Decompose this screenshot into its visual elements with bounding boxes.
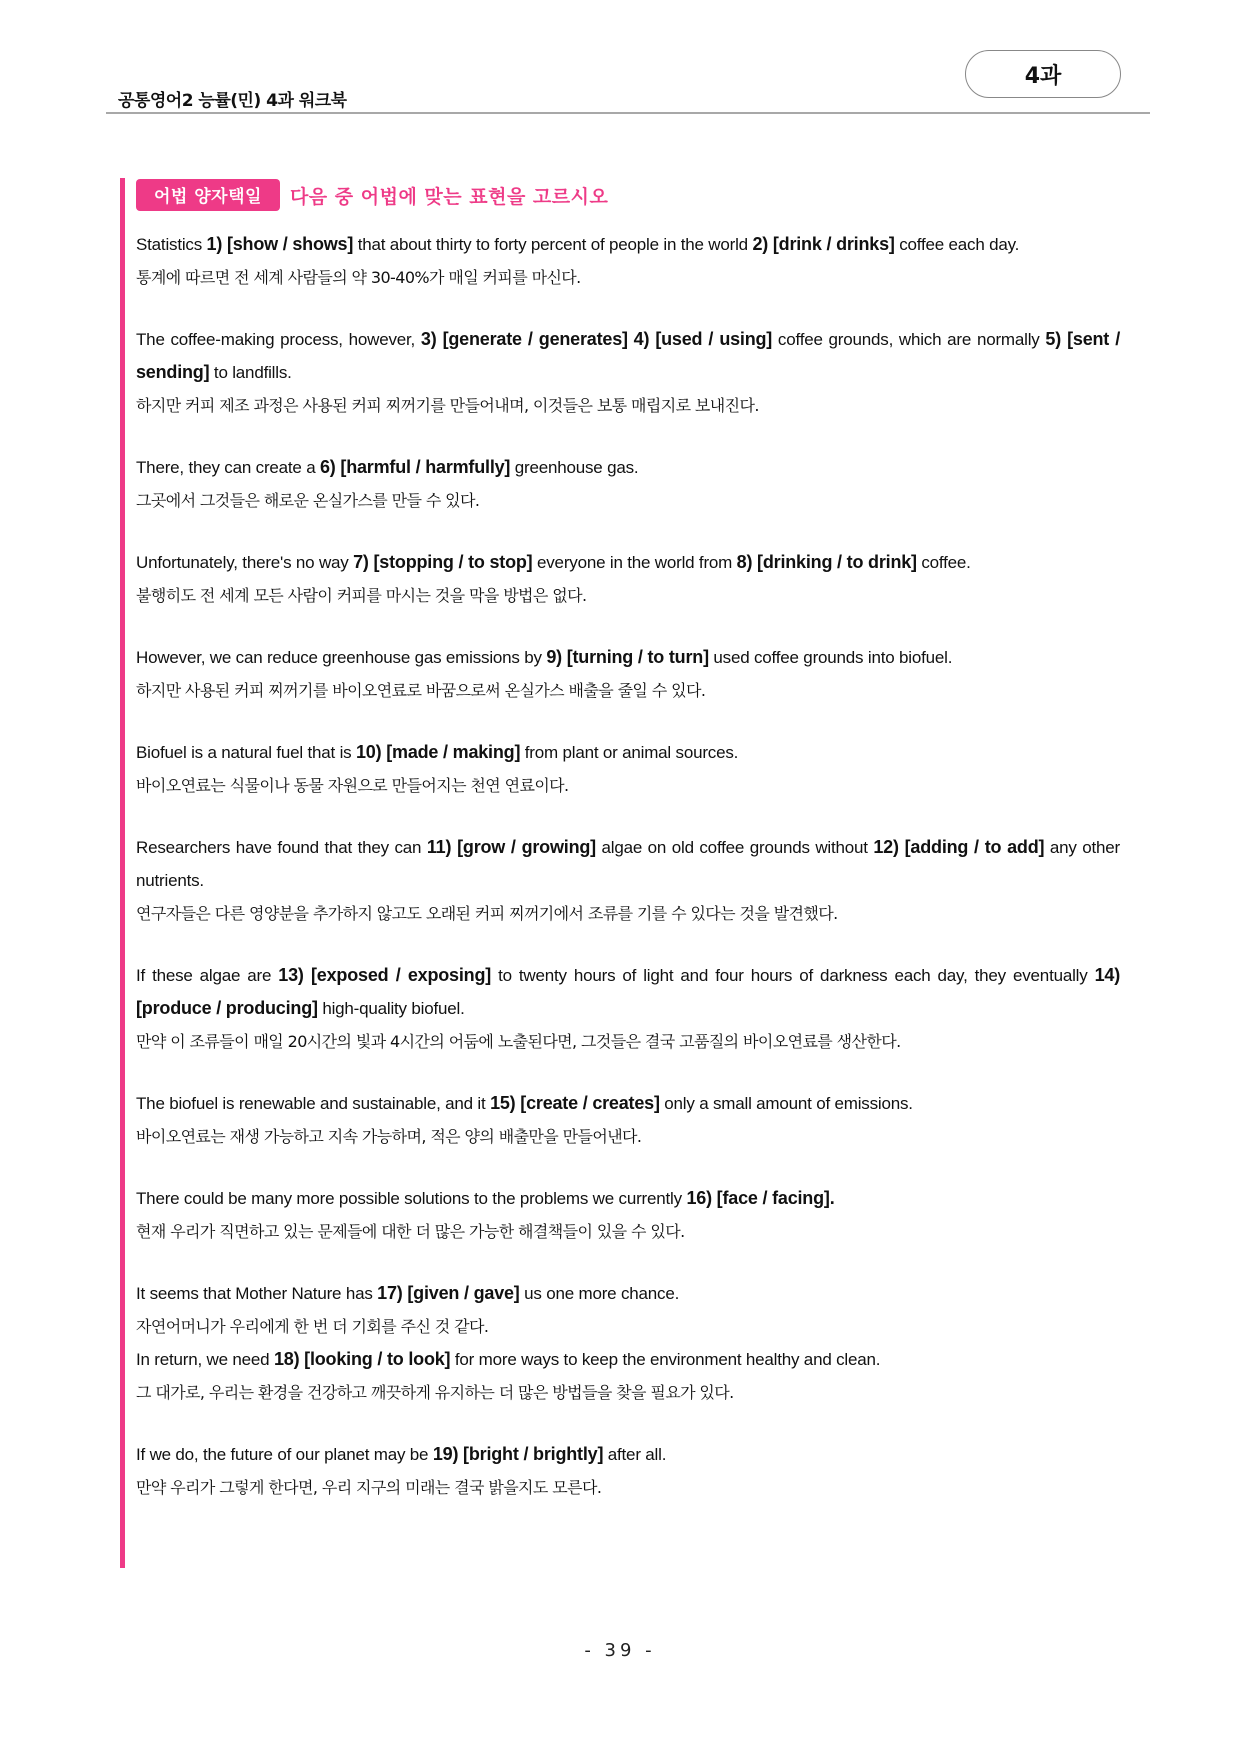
sentence-text: However, we can reduce greenhouse gas emissions by [136, 648, 547, 667]
sentence-text: There, they can create a [136, 458, 320, 477]
sentence-text: In return, we need [136, 1350, 274, 1369]
english-sentence [136, 451, 1120, 484]
chapter-label: 4과 [1024, 63, 1062, 89]
spacer [136, 1153, 1120, 1182]
spacer [136, 612, 1120, 641]
english-sentence [136, 323, 1120, 389]
english-sentence [136, 1343, 1120, 1376]
exercise-section [120, 178, 1120, 1568]
korean-translation: 그곳에서 그것들은 해로운 온실가스를 만들 수 있다. [136, 491, 480, 510]
english-sentence [136, 1087, 1120, 1120]
grammar-choice[interactable]: 19) [bright / brightly] [432, 1444, 604, 1464]
grammar-choice[interactable]: 9) [turning / to turn] [546, 647, 709, 667]
korean-translation: 바이오연료는 식물이나 동물 자원으로 만들어지는 천연 연료이다. [136, 776, 569, 795]
english-sentence [136, 228, 1120, 261]
english-sentence [136, 959, 1120, 1025]
document-title: 공통영어2 능률(민) 4과 워크북 [118, 91, 347, 111]
grammar-choice[interactable]: 4) [used / using] [633, 329, 773, 349]
english-sentence [136, 1182, 1120, 1215]
korean-translation: 만약 이 조류들이 매일 20시간의 빛과 4시간의 어둠에 노출된다면, 그것들은 결국 고품질의 바이오연료를 생산한다. [136, 1032, 901, 1051]
sentence-text: for more ways to keep the environment healthy and clean. [450, 1350, 881, 1369]
grammar-choice[interactable]: 14) [produce / producing] [136, 965, 1120, 1018]
sentence-text: Researchers have found that they can [136, 838, 427, 857]
exercise-item [136, 451, 1120, 517]
sentence-text: There could be many more possible solutions to the problems we currently [136, 1189, 687, 1208]
spacer [136, 802, 1120, 831]
sentence-text: It seems that Mother Nature has [136, 1284, 378, 1303]
grammar-choice[interactable]: 10) [made / making] [356, 742, 521, 762]
spacer [136, 1058, 1120, 1087]
exercise-item [136, 546, 1120, 612]
exercise-item [136, 1343, 1120, 1409]
spacer [136, 930, 1120, 959]
exercise-item [136, 831, 1120, 930]
spacer [136, 1409, 1120, 1438]
sentence-text: only a small amount of emissions. [659, 1094, 913, 1113]
sentence-text: coffee. [916, 553, 971, 572]
sentence-text: The coffee-making process, however, [136, 330, 421, 349]
sentence-text: from plant or animal sources. [520, 743, 739, 762]
korean-translation: 하지만 사용된 커피 찌꺼기를 바이오연료로 바꿈으로써 온실가스 배출을 줄일 수 있다. [136, 681, 706, 700]
section-instruction: 다음 중 어법에 맞는 표현을 고르시오 [289, 185, 609, 208]
grammar-choice[interactable]: 16) [face / facing]. [686, 1188, 835, 1208]
section-badge: 어법 양자택일 [136, 179, 280, 211]
korean-translation: 만약 우리가 그렇게 한다면, 우리 지구의 미래는 결국 밝을지도 모른다. [136, 1478, 602, 1497]
exercise-item [136, 1277, 1120, 1343]
exercise-item [136, 736, 1120, 802]
sentence-text: to twenty hours of light and four hours of darkness each day, they eventually [491, 966, 1095, 985]
exercise-items [136, 228, 1120, 1504]
grammar-choice[interactable]: 8) [drinking / to drink] [736, 552, 917, 572]
sentence-text: any other nutrients. [136, 838, 1121, 890]
grammar-choice[interactable]: 2) [drink / drinks] [752, 234, 895, 254]
sentence-text: used coffee grounds into biofuel. [708, 648, 953, 667]
sentence-text: us one more chance. [519, 1284, 680, 1303]
grammar-choice[interactable]: 12) [adding / to add] [873, 837, 1045, 857]
sentence-text: If we do, the future of our planet may be [136, 1445, 433, 1464]
korean-translation: 바이오연료는 재생 가능하고 지속 가능하며, 적은 양의 배출만을 만들어낸다. [136, 1127, 642, 1146]
sentence-text: coffee each day. [894, 235, 1020, 254]
korean-translation: 현재 우리가 직면하고 있는 문제들에 대한 더 많은 가능한 해결책들이 있을 수 있다. [136, 1222, 685, 1241]
grammar-choice[interactable]: 6) [harmful / harmfully] [320, 457, 511, 477]
section-header [136, 180, 1120, 210]
sentence-text: after all. [603, 1445, 667, 1464]
spacer [136, 517, 1120, 546]
grammar-choice[interactable]: 7) [stopping / to stop] [353, 552, 533, 572]
page-number: - 39 - [584, 1640, 656, 1661]
english-sentence [136, 736, 1120, 769]
exercise-item [136, 1087, 1120, 1153]
korean-translation: 하지만 커피 제조 과정은 사용된 커피 찌꺼기를 만들어내며, 이것들은 보통 매립지로 보내진다. [136, 396, 759, 415]
grammar-choice[interactable]: 18) [looking / to look] [273, 1349, 451, 1369]
sentence-text: Unfortunately, there's no way [136, 553, 354, 572]
korean-translation: 불행히도 전 세계 모든 사람이 커피를 마시는 것을 막을 방법은 없다. [136, 586, 587, 605]
english-sentence [136, 831, 1120, 897]
sentence-text: algae on old coffee grounds without [595, 838, 874, 857]
sentence-text: If these algae are [136, 966, 279, 985]
korean-translation: 그 대가로, 우리는 환경을 건강하고 깨끗하게 유지하는 더 많은 방법들을 찾을 필요가 있다. [136, 1383, 734, 1402]
sentence-text: to landfills. [209, 363, 292, 382]
english-sentence [136, 641, 1120, 674]
english-sentence [136, 1277, 1120, 1310]
chapter-badge [965, 50, 1121, 98]
sentence-text: that about thirty to forty percent of people in the world [353, 235, 753, 254]
spacer [136, 707, 1120, 736]
exercise-item [136, 228, 1120, 294]
grammar-choice[interactable]: 11) [grow / growing] [426, 837, 596, 857]
korean-translation: 통계에 따르면 전 세계 사람들의 약 30-40%가 매일 커피를 마신다. [136, 268, 581, 287]
exercise-item [136, 1438, 1120, 1504]
exercise-item [136, 641, 1120, 707]
sentence-text: greenhouse gas. [510, 458, 639, 477]
grammar-choice[interactable]: 1) [show / shows] [206, 234, 354, 254]
grammar-choice[interactable]: 15) [create / creates] [490, 1093, 660, 1113]
exercise-item [136, 959, 1120, 1058]
sentence-text: everyone in the world from [532, 553, 737, 572]
grammar-choice[interactable]: 17) [given / gave] [377, 1283, 520, 1303]
spacer [136, 1248, 1120, 1277]
grammar-choice[interactable]: 3) [generate / generates] [420, 329, 628, 349]
exercise-item [136, 323, 1120, 422]
header-divider [106, 112, 1150, 114]
grammar-choice[interactable]: 5) [sent / sending] [136, 329, 1120, 382]
sentence-text: Biofuel is a natural fuel that is [136, 743, 356, 762]
korean-translation: 자연어머니가 우리에게 한 번 더 기회를 주신 것 같다. [136, 1317, 489, 1336]
sentence-text: The biofuel is renewable and sustainable, and it [136, 1094, 491, 1113]
english-sentence [136, 1438, 1120, 1471]
sentence-text: Statistics [136, 235, 207, 254]
sentence-text: high-quality biofuel. [317, 999, 465, 1018]
english-sentence [136, 546, 1120, 579]
korean-translation: 연구자들은 다른 영양분을 추가하지 않고도 오래된 커피 찌꺼기에서 조류를 기를 수 있다는 것을 발견했다. [136, 904, 838, 923]
grammar-choice[interactable]: 13) [exposed / exposing] [278, 965, 492, 985]
spacer [136, 422, 1120, 451]
spacer [136, 294, 1120, 323]
sentence-text: coffee grounds, which are normally [772, 330, 1046, 349]
exercise-item [136, 1182, 1120, 1248]
